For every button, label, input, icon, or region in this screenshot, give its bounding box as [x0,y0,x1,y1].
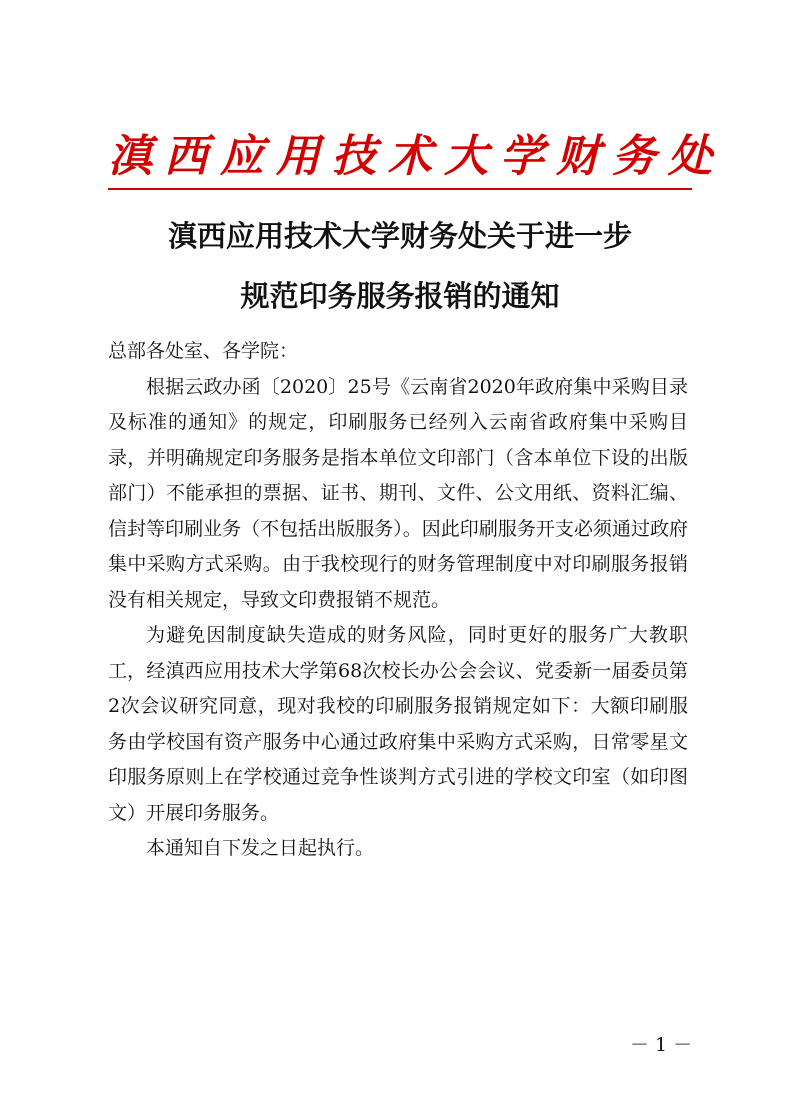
letterhead-red-rule [108,188,692,190]
document-title-line-2: 规范印务服务报销的通知 [240,279,560,313]
document-title-line-1: 滇西应用技术大学财务处关于进一步 [167,219,632,253]
body-paragraph-3: 本通知自下发之日起执行。 [146,837,375,859]
document-body [108,334,688,867]
body-paragraph-1: 根据云政办函〔2020〕25号《云南省2020年政府集中采购目录及标准的通知》的规定，印刷服务已经列入云南省政府集中采购目录，并明确规定印务服务是指本单位文印部门（含本单位下设的出版部门）不能承担的票据、证书、期刊、文件、公文用纸、资料汇编、信封等印刷业务（不包括出版服务）。因此印刷服务开支必须通过政府集中采购方式采购。由于我校现行的财务管理制度中对印刷服务报销没有相关规定，导致文印费报销不规范。 [108,375,688,611]
letterhead-org-name: 滇西应用技术大学财务处 [108,131,724,182]
page-number: － 1 － [630,1034,693,1056]
salutation: 总部各处室、各学院： [108,340,299,362]
body-paragraph-2: 为避免因制度缺失造成的财务风险，同时更好的服务广大教职工，经滇西应用技术大学第68次校长办公会会议、党委新一届委员第2次会议研究同意，现对我校的印刷服务报销规定如下：大额印刷服务由学校国有资产服务中心通过政府集中采购方式采购，日常零星文印服务原则上在学校通过竞争性谈判方式引进的学校文印室（如印图文）开展印务服务。 [108,624,688,824]
